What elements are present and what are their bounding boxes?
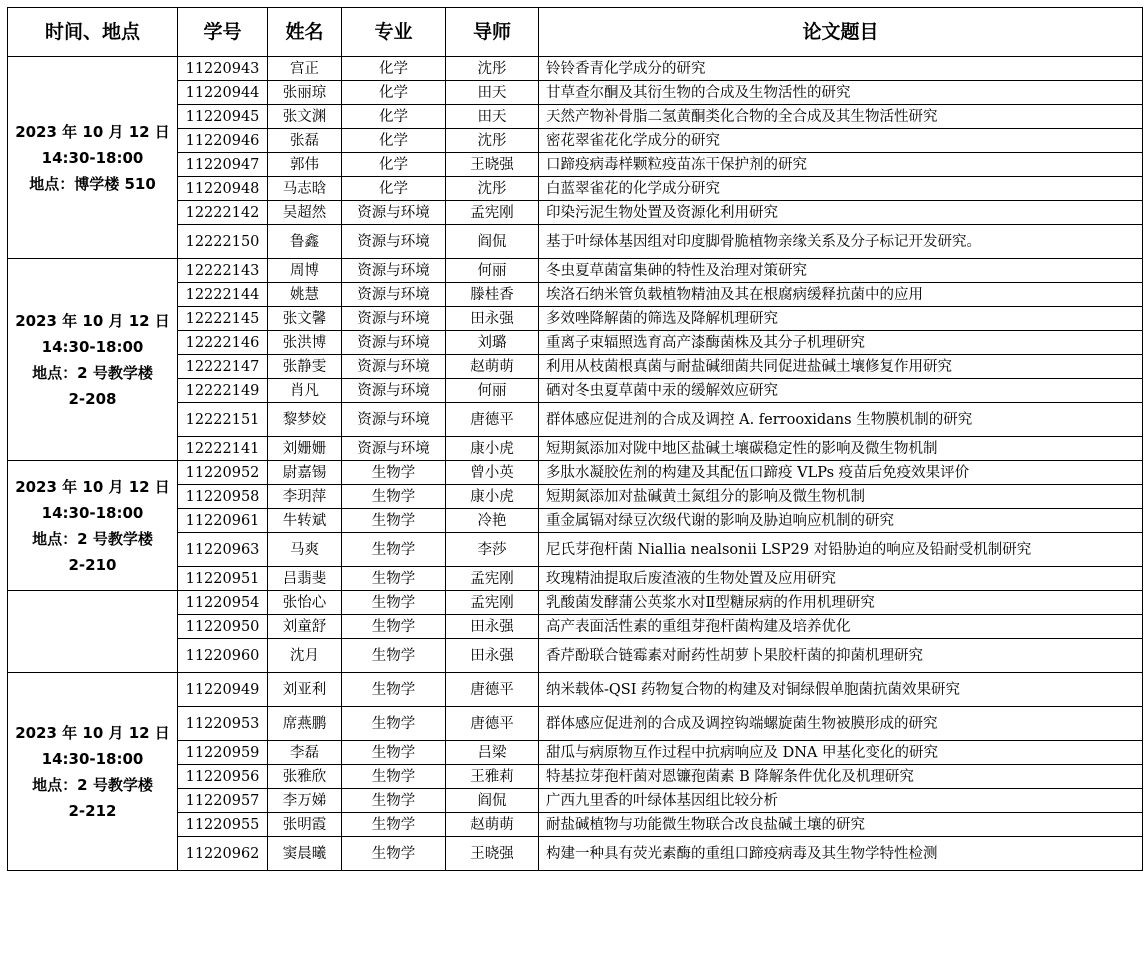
student-name-cell: 张磊	[268, 129, 342, 153]
advisor-cell: 康小虎	[446, 437, 539, 461]
advisor-cell: 田永强	[446, 307, 539, 331]
advisor-cell: 孟宪刚	[446, 591, 539, 615]
thesis-title-cell: 纳米载体-QSI 药物复合物的构建及对铜绿假单胞菌抗菌效果研究	[539, 673, 1143, 707]
table-row	[8, 201, 1143, 225]
major-cell: 化学	[342, 105, 446, 129]
student-name-cell: 马爽	[268, 533, 342, 567]
student-id-cell: 11220945	[178, 105, 268, 129]
session-time-place-cell	[8, 57, 178, 259]
table-row	[8, 307, 1143, 331]
student-name-cell: 张文渊	[268, 105, 342, 129]
table-row	[8, 639, 1143, 673]
advisor-cell: 沈彤	[446, 177, 539, 201]
table-row	[8, 259, 1143, 283]
student-name-cell: 张洪博	[268, 331, 342, 355]
session-time-place-cell	[8, 461, 178, 591]
advisor-cell: 田天	[446, 105, 539, 129]
advisor-cell: 阎侃	[446, 225, 539, 259]
advisor-cell: 李莎	[446, 533, 539, 567]
table-row	[8, 177, 1143, 201]
major-cell: 资源与环境	[342, 201, 446, 225]
major-cell: 化学	[342, 81, 446, 105]
student-name-cell: 郭伟	[268, 153, 342, 177]
thesis-title-cell: 埃洛石纳米管负载植物精油及其在根腐病缓释抗菌中的应用	[539, 283, 1143, 307]
thesis-title-cell: 特基拉芽孢杆菌对恩镰孢菌素 B 降解条件优化及机理研究	[539, 765, 1143, 789]
student-name-cell: 鲁鑫	[268, 225, 342, 259]
header-advisor: 导师	[446, 8, 539, 57]
advisor-cell: 何丽	[446, 379, 539, 403]
thesis-title-cell: 高产表面活性素的重组芽孢杆菌构建及培养优化	[539, 615, 1143, 639]
major-cell: 生物学	[342, 615, 446, 639]
student-id-cell: 12222149	[178, 379, 268, 403]
student-name-cell: 李磊	[268, 741, 342, 765]
major-cell: 生物学	[342, 837, 446, 871]
major-cell: 化学	[342, 57, 446, 81]
thesis-title-cell: 广西九里香的叶绿体基因组比较分析	[539, 789, 1143, 813]
major-cell: 资源与环境	[342, 331, 446, 355]
header-row	[8, 8, 1143, 57]
table-row	[8, 331, 1143, 355]
session-room: 2-210	[68, 555, 117, 574]
table-row	[8, 707, 1143, 741]
thesis-title-cell: 构建一种具有荧光素酶的重组口蹄疫病毒及其生物学特性检测	[539, 837, 1143, 871]
advisor-cell: 田天	[446, 81, 539, 105]
student-id-cell: 11220949	[178, 673, 268, 707]
student-name-cell: 姚慧	[268, 283, 342, 307]
advisor-cell: 赵萌萌	[446, 813, 539, 837]
header-time-place: 时间、地点	[8, 8, 178, 57]
session-time: 14:30-18:00	[41, 503, 144, 522]
major-cell: 生物学	[342, 461, 446, 485]
student-name-cell: 马志晗	[268, 177, 342, 201]
student-name-cell: 张静雯	[268, 355, 342, 379]
advisor-cell: 唐德平	[446, 673, 539, 707]
thesis-title-cell: 甜瓜与病原物互作过程中抗病响应及 DNA 甲基化变化的研究	[539, 741, 1143, 765]
advisor-cell: 曾小英	[446, 461, 539, 485]
session-time: 14:30-18:00	[41, 749, 144, 768]
student-id-cell: 11220955	[178, 813, 268, 837]
student-id-cell: 12222145	[178, 307, 268, 331]
thesis-title-cell: 多效唑降解菌的筛选及降解机理研究	[539, 307, 1143, 331]
major-cell: 资源与环境	[342, 379, 446, 403]
student-id-cell: 11220963	[178, 533, 268, 567]
table-row	[8, 615, 1143, 639]
header-student-id: 学号	[178, 8, 268, 57]
thesis-title-cell: 玫瑰精油提取后废渣液的生物处置及应用研究	[539, 567, 1143, 591]
student-name-cell: 张怡心	[268, 591, 342, 615]
thesis-title-cell: 短期氮添加对陇中地区盐碱土壤碳稳定性的影响及微生物机制	[539, 437, 1143, 461]
session-time-place-cell	[8, 591, 178, 673]
student-id-cell: 11220944	[178, 81, 268, 105]
student-id-cell: 11220954	[178, 591, 268, 615]
thesis-title-cell: 重金属镉对绿豆次级代谢的影响及胁迫响应机制的研究	[539, 509, 1143, 533]
advisor-cell: 康小虎	[446, 485, 539, 509]
thesis-title-cell: 甘草查尔酮及其衍生物的合成及生物活性的研究	[539, 81, 1143, 105]
header-thesis-title: 论文题目	[539, 8, 1143, 57]
student-id-cell: 11220962	[178, 837, 268, 871]
header-major: 专业	[342, 8, 446, 57]
student-name-cell: 窦晨曦	[268, 837, 342, 871]
advisor-cell: 赵萌萌	[446, 355, 539, 379]
thesis-title-cell: 硒对冬虫夏草菌中汞的缓解效应研究	[539, 379, 1143, 403]
session-date: 2023 年 10 月 12 日	[15, 723, 170, 742]
table-row	[8, 437, 1143, 461]
student-name-cell: 宫正	[268, 57, 342, 81]
table-row	[8, 225, 1143, 259]
major-cell: 化学	[342, 129, 446, 153]
thesis-title-cell: 白蓝翠雀花的化学成分研究	[539, 177, 1143, 201]
session-time-place-cell	[8, 259, 178, 461]
session-place: 地点：2 号教学楼	[32, 363, 153, 382]
major-cell: 资源与环境	[342, 437, 446, 461]
thesis-title-cell: 群体感应促进剂的合成及调控钩端螺旋菌生物被膜形成的研究	[539, 707, 1143, 741]
major-cell: 资源与环境	[342, 259, 446, 283]
advisor-cell: 刘璐	[446, 331, 539, 355]
advisor-cell: 王晓强	[446, 153, 539, 177]
student-name-cell: 周博	[268, 259, 342, 283]
thesis-title-cell: 重离子束辐照选育高产漆酶菌株及其分子机理研究	[539, 331, 1143, 355]
table-row	[8, 283, 1143, 307]
student-name-cell: 沈月	[268, 639, 342, 673]
student-name-cell: 黎梦姣	[268, 403, 342, 437]
session-time: 14:30-18:00	[41, 148, 144, 167]
thesis-title-cell: 乳酸菌发酵蒲公英浆水对Ⅱ型糖尿病的作用机理研究	[539, 591, 1143, 615]
thesis-title-cell: 群体感应促进剂的合成及调控 A. ferrooxidans 生物膜机制的研究	[539, 403, 1143, 437]
student-name-cell: 张雅欣	[268, 765, 342, 789]
student-id-cell: 11220950	[178, 615, 268, 639]
session-place: 地点：2 号教学楼	[32, 775, 153, 794]
student-id-cell: 12222142	[178, 201, 268, 225]
advisor-cell: 唐德平	[446, 707, 539, 741]
major-cell: 生物学	[342, 591, 446, 615]
advisor-cell: 滕桂香	[446, 283, 539, 307]
advisor-cell: 田永强	[446, 639, 539, 673]
table-row	[8, 673, 1143, 707]
major-cell: 资源与环境	[342, 307, 446, 331]
student-id-cell: 12222151	[178, 403, 268, 437]
major-cell: 资源与环境	[342, 355, 446, 379]
major-cell: 资源与环境	[342, 403, 446, 437]
thesis-title-cell: 香芹酚联合链霉素对耐药性胡萝卜果胶杆菌的抑菌机理研究	[539, 639, 1143, 673]
table-row	[8, 403, 1143, 437]
student-name-cell: 张明霞	[268, 813, 342, 837]
session-time-place-cell	[8, 673, 178, 871]
advisor-cell: 沈彤	[446, 129, 539, 153]
thesis-title-cell: 基于叶绿体基因组对印度脚骨脆植物亲缘关系及分子标记开发研究。	[539, 225, 1143, 259]
table-row	[8, 813, 1143, 837]
table-row	[8, 533, 1143, 567]
thesis-title-cell: 密花翠雀花化学成分的研究	[539, 129, 1143, 153]
table-row	[8, 57, 1143, 81]
advisor-cell: 王晓强	[446, 837, 539, 871]
header-name: 姓名	[268, 8, 342, 57]
session-room: 2-212	[68, 801, 117, 820]
advisor-cell: 王雅莉	[446, 765, 539, 789]
student-id-cell: 12222147	[178, 355, 268, 379]
student-id-cell: 11220953	[178, 707, 268, 741]
student-id-cell: 12222143	[178, 259, 268, 283]
student-name-cell: 尉嘉锡	[268, 461, 342, 485]
table-row	[8, 379, 1143, 403]
student-name-cell: 吴超然	[268, 201, 342, 225]
schedule-body	[8, 57, 1143, 871]
student-id-cell: 12222150	[178, 225, 268, 259]
advisor-cell: 阎侃	[446, 789, 539, 813]
major-cell: 化学	[342, 153, 446, 177]
student-id-cell: 11220948	[178, 177, 268, 201]
advisor-cell: 唐德平	[446, 403, 539, 437]
table-row	[8, 105, 1143, 129]
student-name-cell: 张文馨	[268, 307, 342, 331]
session-date: 2023 年 10 月 12 日	[15, 477, 170, 496]
table-row	[8, 461, 1143, 485]
advisor-cell: 孟宪刚	[446, 201, 539, 225]
student-id-cell: 11220959	[178, 741, 268, 765]
advisor-cell: 吕梁	[446, 741, 539, 765]
major-cell: 生物学	[342, 707, 446, 741]
table-row	[8, 129, 1143, 153]
student-id-cell: 11220960	[178, 639, 268, 673]
student-name-cell: 牛转斌	[268, 509, 342, 533]
student-name-cell: 肖凡	[268, 379, 342, 403]
major-cell: 生物学	[342, 567, 446, 591]
session-date: 2023 年 10 月 12 日	[15, 311, 170, 330]
major-cell: 生物学	[342, 813, 446, 837]
thesis-title-cell: 耐盐碱植物与功能微生物联合改良盐碱土壤的研究	[539, 813, 1143, 837]
session-place: 地点：2 号教学楼	[32, 529, 153, 548]
thesis-title-cell: 尼氏芽孢杆菌 Niallia nealsonii LSP29 对铅胁迫的响应及铅耐受机制研究	[539, 533, 1143, 567]
thesis-title-cell: 短期氮添加对盐碱黄土氮组分的影响及微生物机制	[539, 485, 1143, 509]
student-id-cell: 12222144	[178, 283, 268, 307]
thesis-title-cell: 冬虫夏草菌富集砷的特性及治理对策研究	[539, 259, 1143, 283]
student-name-cell: 张丽琼	[268, 81, 342, 105]
student-id-cell: 11220943	[178, 57, 268, 81]
student-name-cell: 李玥萍	[268, 485, 342, 509]
major-cell: 化学	[342, 177, 446, 201]
student-id-cell: 11220951	[178, 567, 268, 591]
table-row	[8, 567, 1143, 591]
table-row	[8, 81, 1143, 105]
student-name-cell: 席燕鹏	[268, 707, 342, 741]
table-row	[8, 765, 1143, 789]
student-id-cell: 11220957	[178, 789, 268, 813]
defense-schedule-table	[7, 7, 1143, 871]
table-row	[8, 837, 1143, 871]
student-id-cell: 11220958	[178, 485, 268, 509]
major-cell: 生物学	[342, 765, 446, 789]
major-cell: 资源与环境	[342, 283, 446, 307]
student-name-cell: 李万娣	[268, 789, 342, 813]
major-cell: 生物学	[342, 673, 446, 707]
table-row	[8, 789, 1143, 813]
student-id-cell: 11220952	[178, 461, 268, 485]
session-date: 2023 年 10 月 12 日	[15, 122, 170, 141]
student-id-cell: 11220961	[178, 509, 268, 533]
table-row	[8, 355, 1143, 379]
major-cell: 生物学	[342, 639, 446, 673]
student-id-cell: 11220946	[178, 129, 268, 153]
student-name-cell: 刘童舒	[268, 615, 342, 639]
student-name-cell: 吕翡斐	[268, 567, 342, 591]
advisor-cell: 沈彤	[446, 57, 539, 81]
session-room: 2-208	[68, 389, 117, 408]
student-id-cell: 11220956	[178, 765, 268, 789]
advisor-cell: 何丽	[446, 259, 539, 283]
thesis-title-cell: 天然产物补骨脂二氢黄酮类化合物的全合成及其生物活性研究	[539, 105, 1143, 129]
major-cell: 资源与环境	[342, 225, 446, 259]
student-name-cell: 刘亚利	[268, 673, 342, 707]
table-row	[8, 153, 1143, 177]
advisor-cell: 田永强	[446, 615, 539, 639]
major-cell: 生物学	[342, 533, 446, 567]
table-row	[8, 591, 1143, 615]
thesis-title-cell: 口蹄疫病毒样颗粒疫苗冻干保护剂的研究	[539, 153, 1143, 177]
major-cell: 生物学	[342, 485, 446, 509]
table-row	[8, 485, 1143, 509]
thesis-title-cell: 利用从枝菌根真菌与耐盐碱细菌共同促进盐碱土壤修复作用研究	[539, 355, 1143, 379]
table-row	[8, 509, 1143, 533]
major-cell: 生物学	[342, 741, 446, 765]
student-name-cell: 刘姗姗	[268, 437, 342, 461]
session-time: 14:30-18:00	[41, 337, 144, 356]
advisor-cell: 冷艳	[446, 509, 539, 533]
student-id-cell: 11220947	[178, 153, 268, 177]
major-cell: 生物学	[342, 509, 446, 533]
session-place: 地点：博学楼 510	[29, 174, 156, 193]
table-row	[8, 741, 1143, 765]
major-cell: 生物学	[342, 789, 446, 813]
thesis-title-cell: 铃铃香青化学成分的研究	[539, 57, 1143, 81]
thesis-title-cell: 印染污泥生物处置及资源化利用研究	[539, 201, 1143, 225]
student-id-cell: 12222141	[178, 437, 268, 461]
thesis-title-cell: 多肽水凝胶佐剂的构建及其配伍口蹄疫 VLPs 疫苗后免疫效果评价	[539, 461, 1143, 485]
advisor-cell: 孟宪刚	[446, 567, 539, 591]
student-id-cell: 12222146	[178, 331, 268, 355]
